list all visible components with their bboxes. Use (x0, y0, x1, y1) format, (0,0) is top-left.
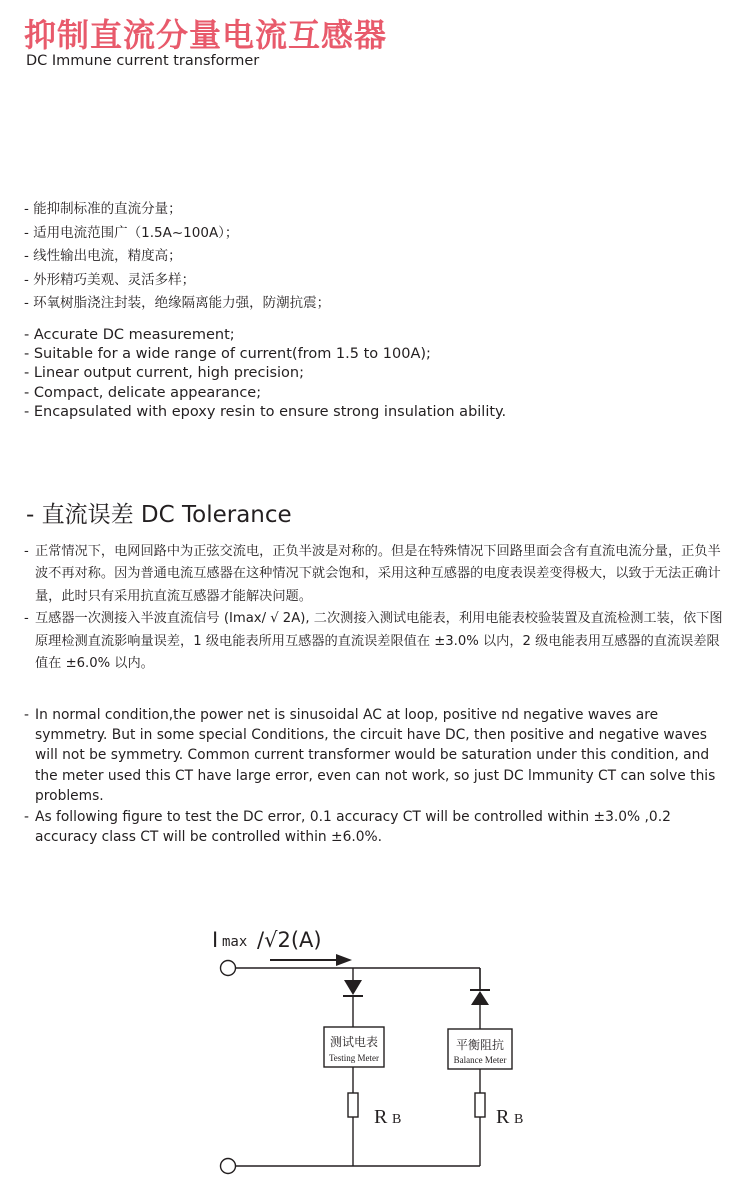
tolerance-paragraph: - 正常情况下，电网回路中为正弦交流电，正负半波是对称的。但是在特殊情况下回路里面会含有直流电流分量，正负半波不再对称。因为普通电流互感器在这种情况下就会饱和，采用这种互感器的电度表误差变得极大，以致于无法正确计量，此时只有采用抗直流互感器才能解决问题。 (24, 541, 724, 608)
input-terminal-bottom (221, 1159, 236, 1174)
current-label-rest: /√2(A) (257, 928, 322, 952)
resistor-right-icon (475, 1093, 485, 1117)
test-circuit-diagram (200, 915, 540, 1185)
feature-item: - Compact, delicate appearance; (24, 384, 262, 401)
tolerance-list-en (24, 705, 724, 847)
feature-item: - Accurate DC measurement; (24, 327, 235, 343)
feature-item: - Suitable for a wide range of current(from 1.5 to 100A); (24, 346, 431, 363)
current-label-sub: max (222, 934, 248, 950)
section-heading-dc-tolerance: - 直流误差 DC Tolerance (26, 502, 292, 528)
tolerance-paragraph: - In normal condition,the power net is sinusoidal AC at loop, positive nd negative waves are symmetry. But in some special Conditions, the circuit have DC, then positive and negative waves will not be symmetry. Common current transformer would be saturation under this condition, and the meter used this CT have large error, even can not work, so just DC lmmunity CT can solve this problems. (24, 705, 724, 806)
feature-item: - 适用电流范围广（1.5A~100A）； (24, 224, 239, 241)
feature-list-cn (24, 198, 330, 316)
feature-item: - 能抑制标准的直流分量； (24, 201, 182, 217)
feature-item: - Encapsulated with epoxy resin to ensure strong insulation ability. (24, 403, 507, 420)
resistor-left-label-sub: B (392, 1112, 402, 1127)
resistor-left-label-r: R (374, 1106, 388, 1128)
balance-meter-label-en: Balance Meter (453, 1055, 507, 1065)
diode-left-icon (344, 980, 362, 995)
feature-item: - 环氧树脂浇注封装，绝缘隔离能力强，防潮抗震； (24, 295, 331, 311)
balance-meter-label-cn: 平衡阻抗 (455, 1038, 505, 1052)
current-arrow-head (336, 954, 352, 966)
feature-item: - 线性输出电流，精度高； (24, 248, 182, 264)
feature-item: - 外形精巧美观、灵活多样； (24, 271, 196, 288)
resistor-right-label-r: R (496, 1106, 510, 1128)
page-title-en: DC Immune current transformer (26, 53, 260, 69)
tolerance-list-cn (24, 541, 724, 675)
feature-list-en (24, 326, 506, 422)
page-title-cn: 抑制直流分量电流互感器 (24, 16, 388, 54)
input-terminal-top (221, 961, 236, 976)
feature-item: - Linear output current, high precision; (24, 365, 304, 382)
tolerance-paragraph: - 互感器一次测接入半波直流信号 (Imax/ √ 2A), 二次测接入测试电能表，利用电能表校验装置及直流检测工装，依下图原理检测直流影响量误差，1 级电能表所用互感器的直流误差限值在 ±3.0% 以内，2 级电能表用互感器的直流误差限值在 ±6.0% 以内。 (24, 608, 724, 675)
tolerance-paragraph: - As following figure to test the DC error, 0.1 accuracy CT will be controlled within ±3.0% ,0.2 accuracy class CT will be controlled within ±6.0%. (24, 807, 724, 847)
diode-right-icon (471, 991, 489, 1005)
resistor-right-label-sub: B (514, 1112, 524, 1127)
testing-meter-label-en: Testing Meter (328, 1053, 380, 1063)
current-label-i: I (212, 928, 219, 952)
resistor-left-icon (348, 1093, 358, 1117)
testing-meter-label-cn: 测试电表 (329, 1035, 379, 1049)
